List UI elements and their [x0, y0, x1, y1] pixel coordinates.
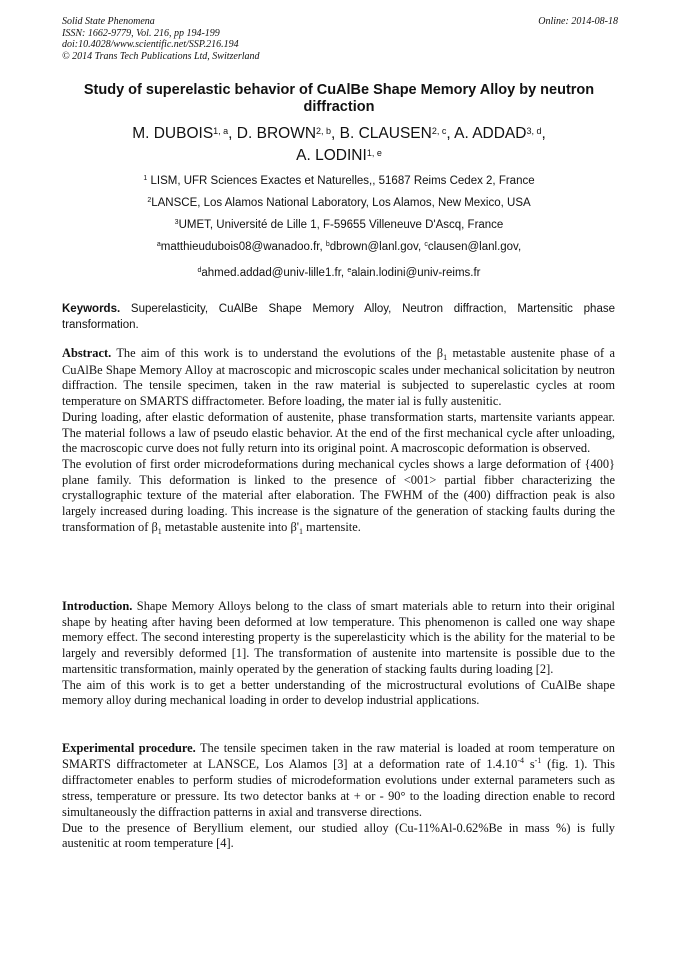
author-name: B. CLAUSEN — [339, 125, 432, 142]
author-name: A. ADDAD — [454, 125, 527, 142]
experimental-text: The tensile specimen taken in the raw material is loaded at room temperature on SMARTS diffractometer at LANSCE, Los Alamos [3] at a deformation rate of 1.4.10 — [62, 741, 615, 771]
experimental-text: (fig. 1). This diffractometer enables to perform studies of microdeformation evolutions under external parameters such as stress, temperature or pressure. Its two detector banks at + or - 90° to the loading direction enable to record simultaneously the diffraction patterns in axial and transverse directions. — [62, 756, 616, 819]
author-name: D. BROWN — [236, 125, 317, 142]
journal-header — [62, 16, 618, 62]
abstract-paragraph: During loading, after elastic deformation of austenite, phase transformation starts, martensite variants appear. The material follows a law of pseudo elastic behavior. At the end of the first mechanical cycle after unloading, the macroscopic curve does not fully return into its original point. A macroscopic deformation is observed. — [62, 409, 615, 456]
email-line-2 — [70, 266, 608, 280]
experimental-label: Experimental procedure. — [62, 741, 196, 755]
introduction-section — [62, 599, 615, 709]
author-affil-sup: 3, d — [526, 126, 542, 136]
abstract-text: metastable austenite into β' — [161, 519, 300, 534]
abstract-section — [62, 346, 615, 536]
email-sup: b — [325, 241, 330, 248]
affiliation-sup: 2 — [147, 197, 152, 204]
email-link[interactable]: dbrown@lanl.gov, — [329, 241, 425, 253]
author-affil-sup: 1, e — [366, 148, 382, 158]
keywords — [62, 302, 615, 333]
affiliation-text: LISM, UFR Sciences Exactes et Naturelles,, 51687 Reims Cedex 2, France — [147, 175, 535, 187]
online-date: Online: 2014-08-18 — [538, 16, 618, 27]
email-sup: e — [347, 267, 352, 274]
email-link[interactable]: alain.lodini@univ-reims.fr — [351, 267, 481, 279]
author-sep: , — [541, 125, 546, 142]
author-affil-sup: 1, a — [213, 126, 229, 136]
keywords-text: Superelasticity, CuAlBe Shape Memory Alloy, Neutron diffraction, Martensitic phase transformation. — [62, 303, 615, 331]
superscript: -1 — [534, 755, 542, 765]
email-sup: d — [197, 267, 202, 274]
affiliation-sup: 3 — [174, 219, 179, 226]
subscript: 1 — [157, 526, 162, 536]
introduction-text: Shape Memory Alloys belong to the class of smart materials able to return into their original shape by heating after having been deformed at low temperature. This phenomenon is called one way shape memory effect. The second interesting property is the superelasticity which is the ability for the material to be largely and reversibly deformed [1]. The transformation of austenite into martensite is possible due to the martensitic transformation, mainly operated by the generation of stacking faults during loading [2]. — [62, 599, 615, 676]
abstract-label: Abstract. — [62, 346, 112, 360]
author-list — [70, 123, 608, 167]
subscript: 1 — [299, 526, 304, 536]
author-name: A. LODINI — [296, 147, 367, 164]
author-sep: , — [331, 125, 340, 142]
author-affil-sup: 2, c — [431, 126, 447, 136]
email-sup: a — [156, 241, 161, 248]
email-link[interactable]: clausen@lanl.gov, — [427, 241, 522, 253]
affiliation-3 — [70, 218, 608, 232]
affiliation-text: LANSCE, Los Alamos National Laboratory, Los Alamos, New Mexico, USA — [151, 197, 531, 209]
experimental-text: s — [524, 756, 535, 771]
email-link[interactable]: ahmed.addad@univ-lille1.fr, — [201, 267, 348, 279]
experimental-paragraph: Due to the presence of Beryllium element, our studied alloy (Cu-11%Al-0.62%Be in mass %) is fully austenitic at room temperature [4]. — [62, 820, 615, 851]
introduction-paragraph: The aim of this work is to get a better understanding of the microstructural evolutions of CuAlBe shape memory alloy during mechanical loading in order to develop industrial applications. — [62, 677, 615, 708]
experimental-paragraph — [62, 741, 615, 821]
author-name: M. DUBOIS — [132, 125, 214, 142]
journal-copyright: © 2014 Trans Tech Publications Ltd, Switzerland — [62, 50, 260, 62]
author-sep: , — [228, 125, 237, 142]
introduction-paragraph — [62, 599, 615, 678]
email-sup: c — [424, 241, 428, 248]
introduction-label: Introduction. — [62, 599, 133, 613]
affiliation-sup: 1 — [143, 175, 148, 182]
email-link[interactable]: matthieudubois08@wanadoo.fr, — [160, 241, 326, 253]
abstract-text: The aim of this work is to understand the evolutions of the β — [111, 346, 444, 360]
journal-issn: ISSN: 1662-9779, Vol. 216, pp 194-199 — [62, 27, 220, 39]
author-sep: , — [446, 125, 455, 142]
abstract-text: martensite. — [303, 519, 361, 534]
email-line-1 — [70, 240, 608, 254]
abstract-text: metastable austenite phase of a CuAlBe Shape Memory Alloy at macroscopic and microscopic scales under mechanical solicitation by neutron diffraction. The tensile specimen, taken in the raw material is subjected to superelastic cycles at room temperature on SMARTS diffractometer. Before loading, the mater ial is fully austenitic. — [62, 346, 615, 409]
superscript: -4 — [517, 755, 524, 765]
keywords-label: Keywords. — [62, 303, 121, 315]
abstract-paragraph — [62, 346, 615, 410]
affiliation-2 — [70, 196, 608, 210]
author-affil-sup: 2, b — [316, 126, 332, 136]
abstract-paragraph — [62, 457, 615, 537]
affiliation-text: UMET, Université de Lille 1, F-59655 Villeneuve D'Ascq, France — [178, 219, 504, 231]
abstract-text: The evolution of first order microdeformations during mechanical cycles shows a large deformation of {400} plane family. This deformation is linked to the presence of <001> partial fibber characterizing the crystallographic texture of the material after elaboration. The FWHM of the (400) diffraction peak is also largely increased during loading. This increase is the signature of the generation of stacking faults during the transformation of β — [62, 456, 615, 534]
experimental-section — [62, 741, 615, 852]
journal-doi: doi:10.4028/www.scientific.net/SSP.216.194 — [62, 39, 239, 50]
journal-name: Solid State Phenomena — [62, 16, 155, 27]
subscript: 1 — [443, 353, 448, 362]
affiliation-1 — [70, 174, 608, 188]
paper-title: Study of superelastic behavior of CuAlBe Shape Memory Alloy by neutron diffraction — [83, 82, 595, 115]
